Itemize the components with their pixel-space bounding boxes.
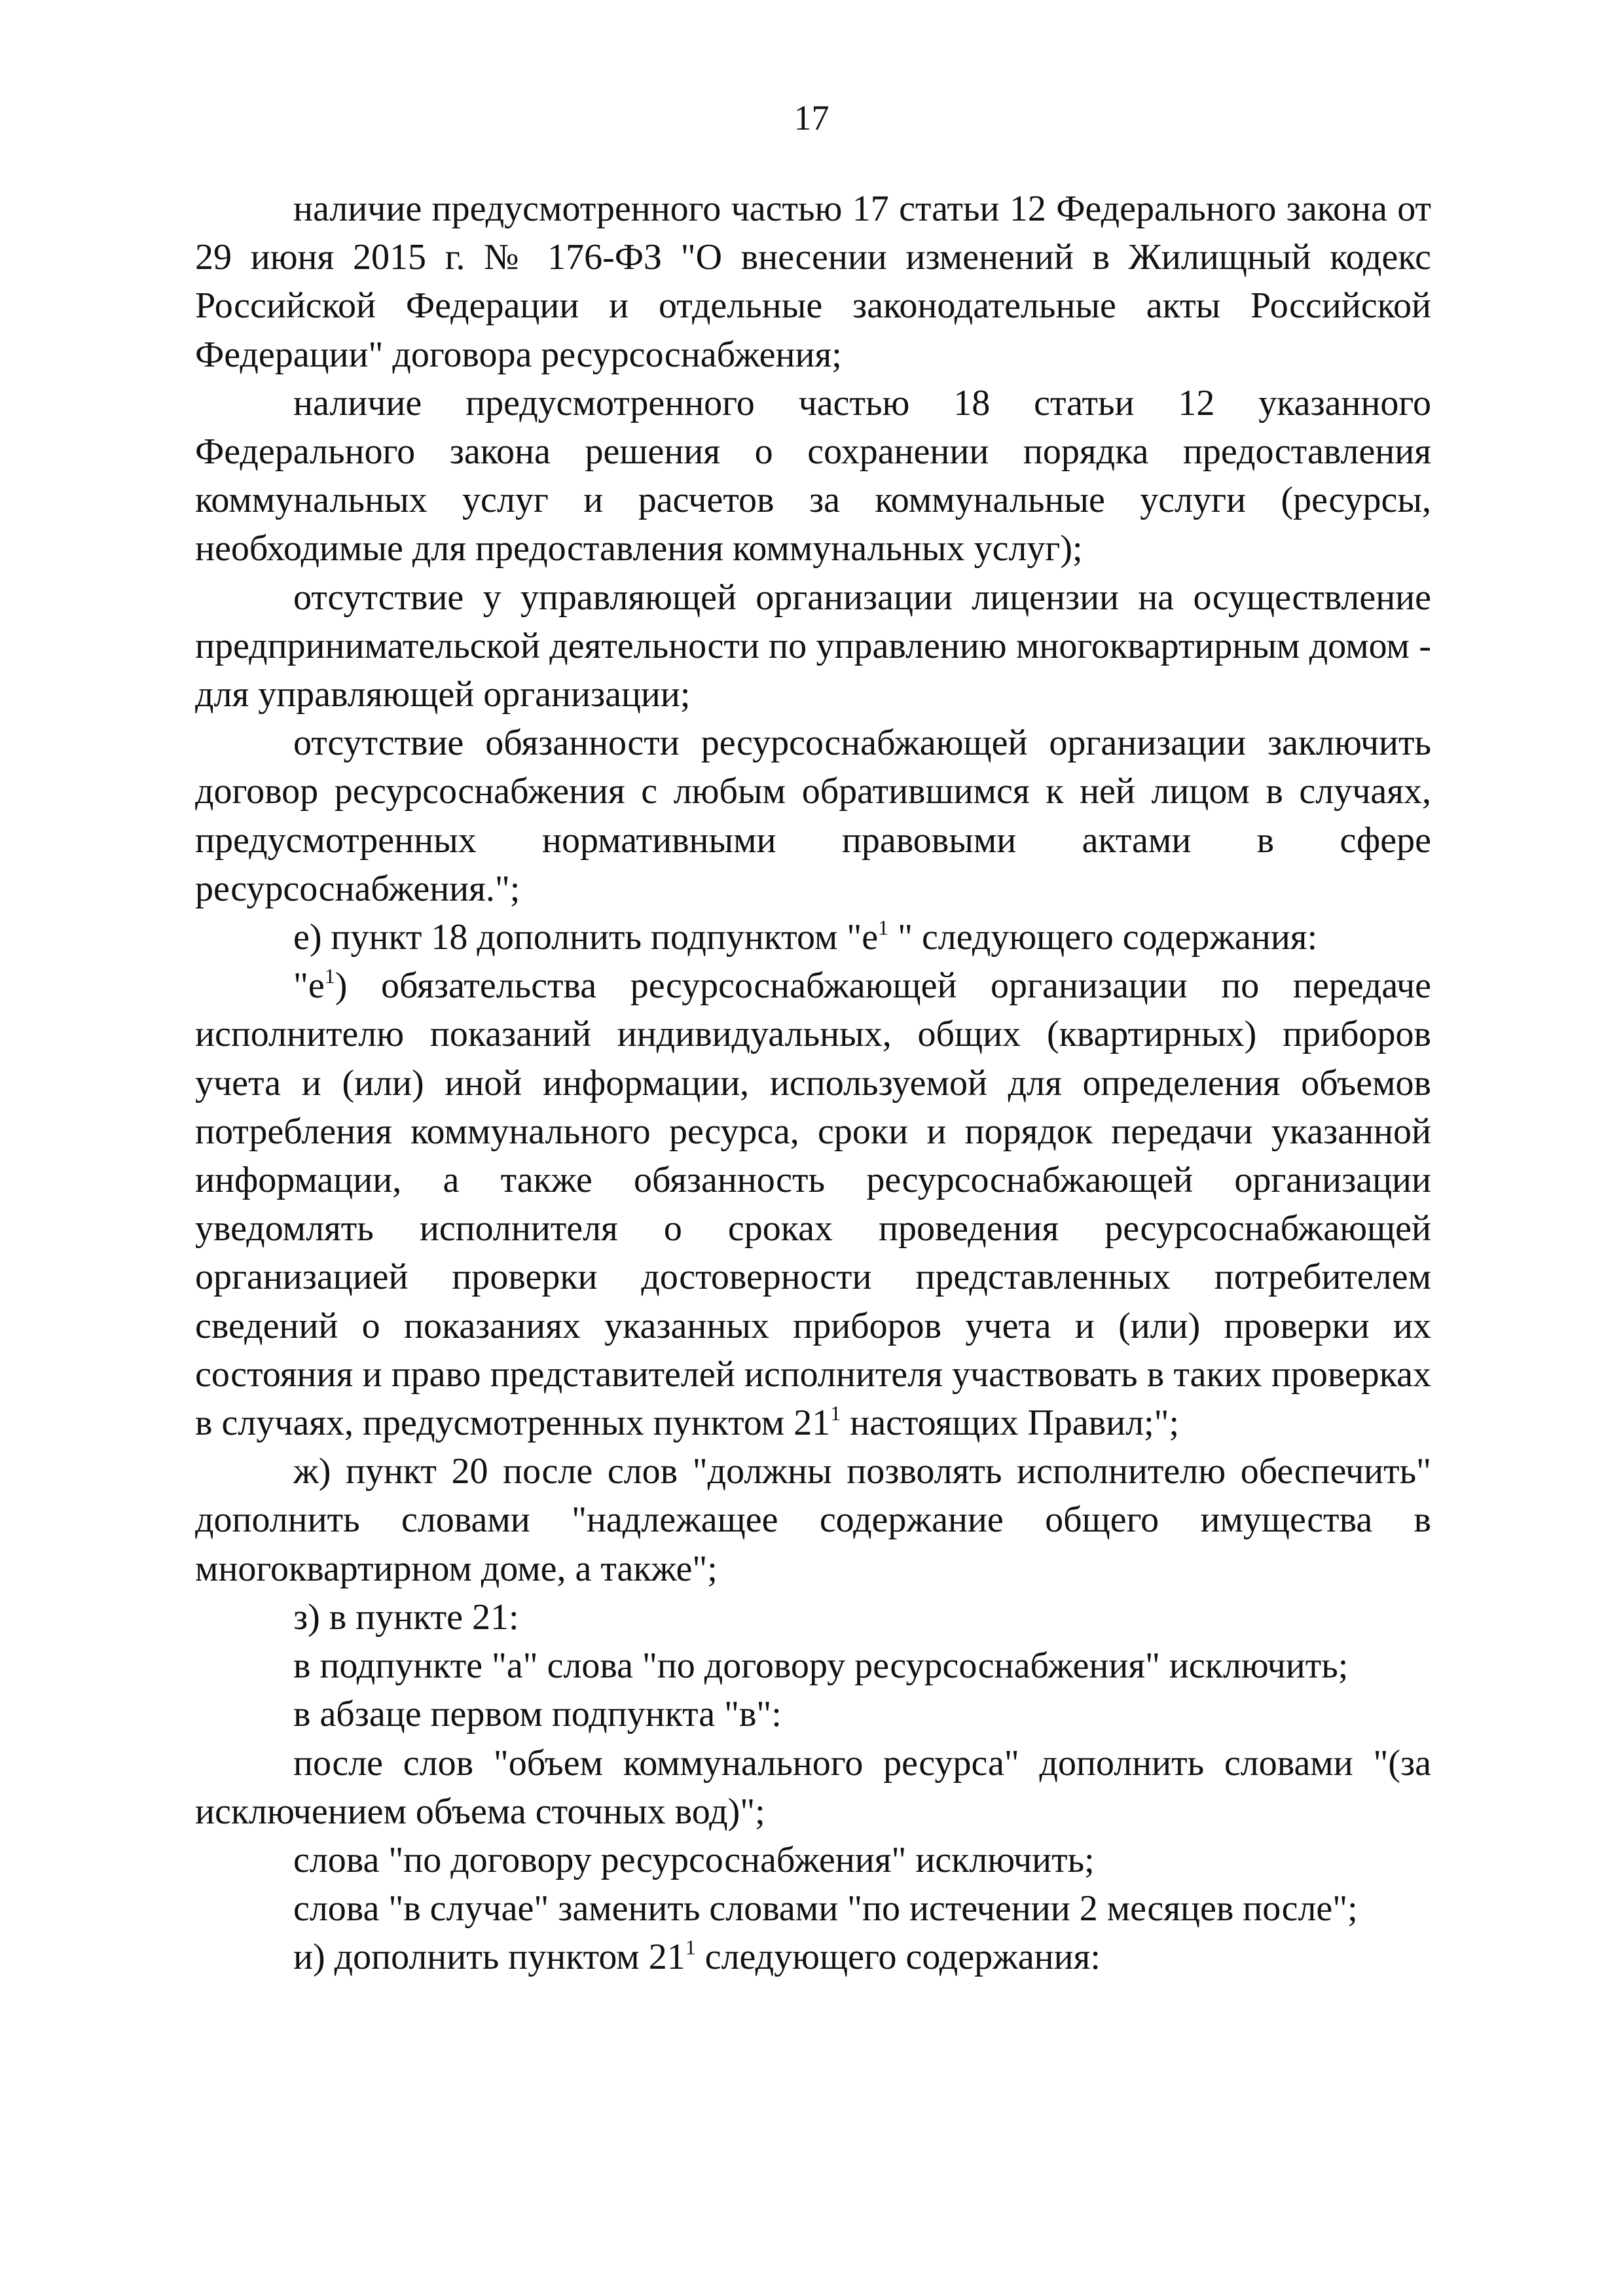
paragraph: отсутствие у управляющей организации лицензии на осуществление предпринимательской деятельности по управлению многоквартирным домом - для управляющей организации; [195, 577, 1431, 715]
paragraph: в абзаце первом подпункта "в": [293, 1694, 782, 1735]
paragraph: слова "в случае" заменить словами "по истечении 2 месяцев после"; [293, 1888, 1358, 1929]
paragraph-text: " следующего содержания: [888, 917, 1318, 958]
paragraph-text: следующего содержания: [695, 1937, 1101, 1978]
paragraph [195, 913, 1431, 961]
paragraph-text: и) дополнить пунктом 21 [293, 1937, 685, 1978]
superscript: 1 [324, 964, 335, 988]
paragraph: наличие предусмотренного частью 17 статьи 12 Федерального закона от 29 июня 2015 г. № 176-ФЗ "О внесении изменений в Жилищный кодекс Российской Федерации и отдельные законодательные акты Российской Федерации" договора ресурсоснабжения; [195, 188, 1431, 375]
paragraph: после слов "объем коммунального ресурса" дополнить словами "(за исключением объема сточных вод)"; [195, 1742, 1431, 1832]
superscript: 1 [830, 1401, 841, 1426]
superscript: 1 [878, 916, 889, 940]
paragraph: слова "по договору ресурсоснабжения" исключить; [293, 1839, 1095, 1880]
paragraph [195, 1933, 1431, 1981]
page-number: 17 [793, 98, 830, 137]
paragraph-text: е) пункт 18 дополнить подпунктом "е [293, 917, 879, 958]
paragraph-text: "е [293, 965, 325, 1007]
document-body [195, 185, 1431, 1982]
paragraph: ж) пункт 20 после слов "должны позволять исполнителю обеспечить" дополнить словами "надлежащее содержание общего имущества в многоквартирном доме, а также"; [195, 1451, 1431, 1589]
paragraph: з) в пункте 21: [293, 1596, 519, 1638]
paragraph [195, 961, 1431, 1447]
paragraph-text: ) обязательства ресурсоснабжающей организации по передаче исполнителю показаний индивидуальных, общих (квартирных) приборов учета и (или) иной информации, используемой для определения объемов потребления коммунального ресурса, сроки и порядок передачи указанной информации, а также обязанность ресурсоснабжающей организации уведомлять исполнителя о сроках проведения ресурсоснабжающей организацией проверки достоверности представленных потребителем сведений о показаниях указанных приборов учета и (или) проверки их состояния и право представителей исполнителя участвовать в таких проверках в случаях, предусмотренных пунктом 21 [195, 965, 1431, 1444]
paragraph: отсутствие обязанности ресурсоснабжающей организации заключить договор ресурсоснабжения с любым обратившимся к ней лицом в случаях, предусмотренных нормативными правовыми актами в сфере ресурсоснабжения."; [195, 723, 1431, 909]
paragraph-text: настоящих Правил;"; [841, 1403, 1180, 1444]
superscript: 1 [685, 1935, 696, 1960]
paragraph: наличие предусмотренного частью 18 статьи 12 указанного Федерального закона решения о сохранении порядка предоставления коммунальных услуг и расчетов за коммунальные услуги (ресурсы, необходимые для предоставления коммунальных услуг); [195, 382, 1431, 569]
paragraph: в подпункте "а" слова "по договору ресурсоснабжения" исключить; [293, 1645, 1349, 1687]
